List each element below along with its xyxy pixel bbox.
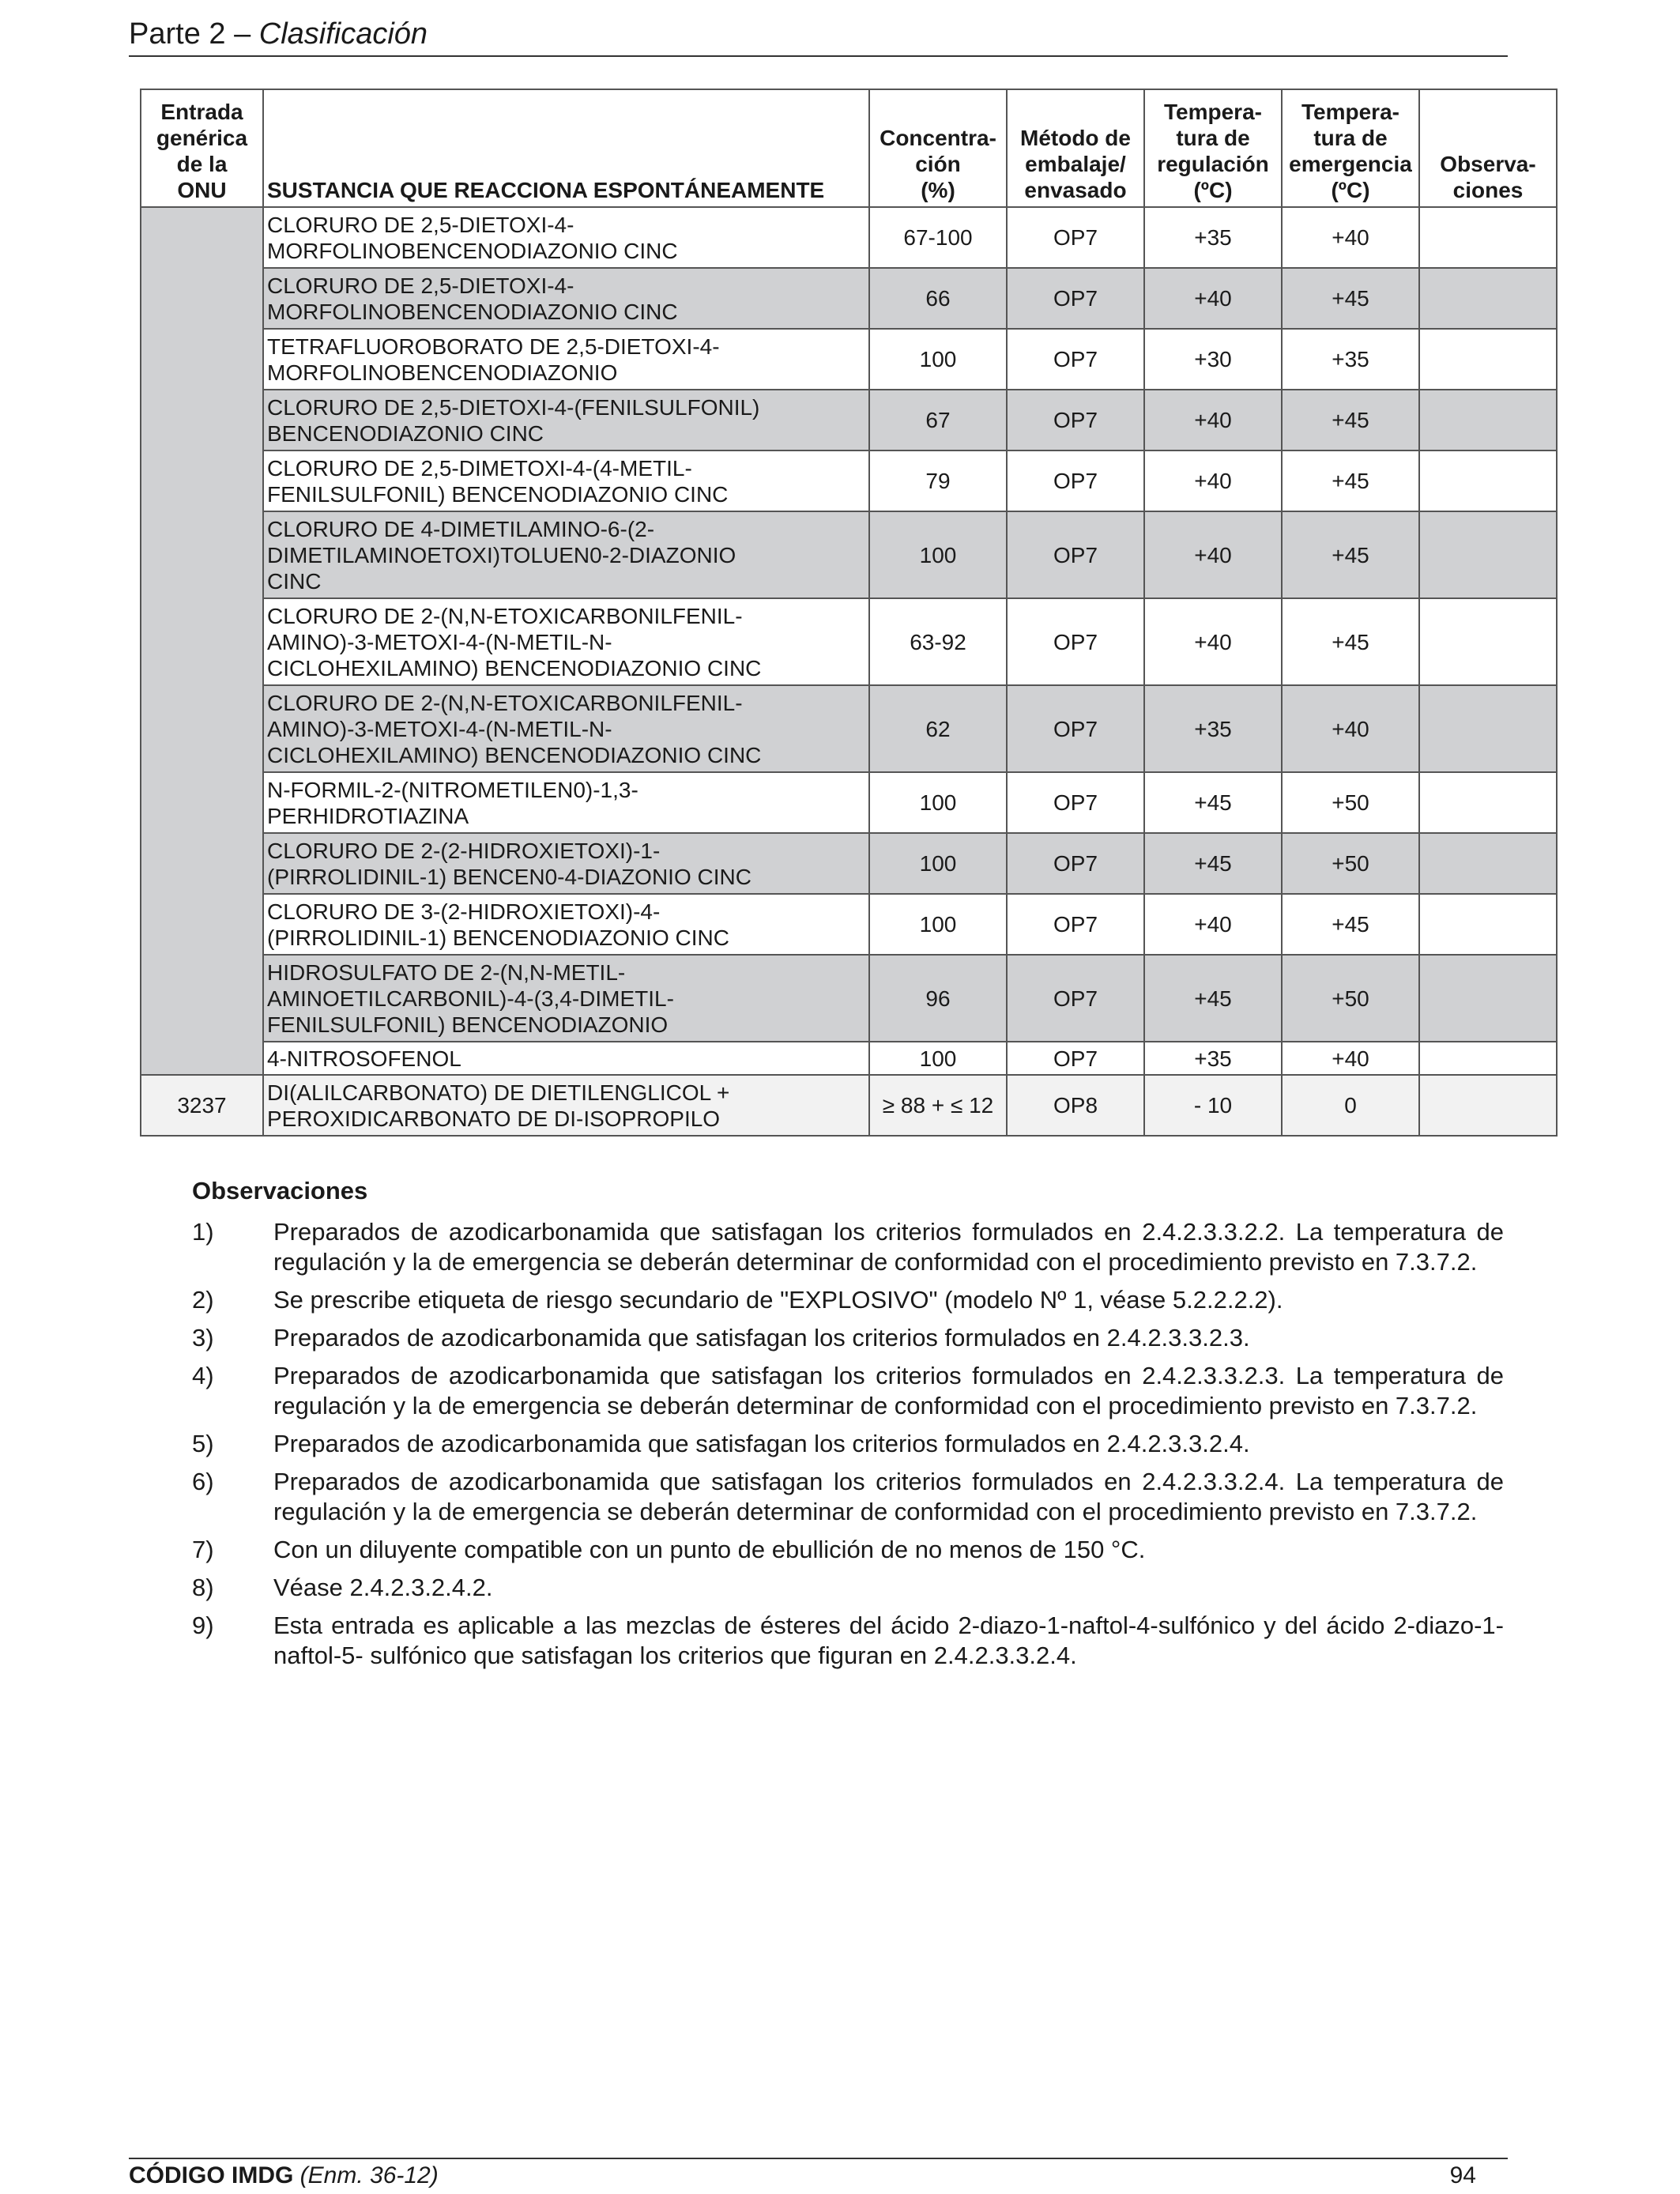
method-cell: OP7 (1007, 1042, 1144, 1075)
header-emergency-temp: Tempera- tura de emergencia (ºC) (1282, 89, 1419, 207)
observation-item (192, 1217, 1504, 1277)
observation-text: Véase 2.4.2.3.2.4.2. (273, 1574, 493, 1601)
observation-item (192, 1361, 1504, 1421)
observation-text: Esta entrada es aplicable a las mezclas de ésteres del ácido 2-diazo-1-naftol-4-sulfónico y del ácido 2-diazo-1-naftol-5- sulfónico que satisfagan los criterios que figuran en 2.4.2.3.3.2.4. (273, 1612, 1504, 1669)
observations-cell (1419, 1075, 1557, 1136)
concentration-cell: 67-100 (869, 207, 1007, 268)
emergency-temp-cell: +45 (1282, 390, 1419, 450)
emergency-temp-cell: +45 (1282, 268, 1419, 329)
control-temp-cell: +45 (1144, 955, 1282, 1042)
observations-cell (1419, 450, 1557, 511)
footer-rule (129, 2158, 1508, 2159)
table-row (141, 268, 1557, 329)
header-observations: Observa- ciones (1419, 89, 1557, 207)
concentration-cell: 96 (869, 955, 1007, 1042)
observation-number: 1) (192, 1218, 214, 1246)
substance-cell: 4-NITROSOFENOL (263, 1042, 869, 1075)
table-row (141, 772, 1557, 833)
observation-text: Preparados de azodicarbonamida que satisfagan los criterios formulados en 2.4.2.3.3.2.3. La temperatura de regulación y la de emergencia se deberán determinar de conformidad con el procedimiento previsto en 7.3.7.2. (273, 1362, 1504, 1419)
observation-item (192, 1573, 1504, 1603)
substance-cell: N-FORMIL-2-(NITROMETILEN0)-1,3- PERHIDROTIAZINA (263, 772, 869, 833)
table-row (141, 1075, 1557, 1136)
observations-list (192, 1217, 1504, 1671)
method-cell: OP7 (1007, 268, 1144, 329)
substance-cell: CLORURO DE 2,5-DIETOXI-4- MORFOLINOBENCENODIAZONIO CINC (263, 207, 869, 268)
observation-number: 2) (192, 1286, 214, 1314)
onu-cell: 3237 (141, 1075, 263, 1136)
observations-cell (1419, 268, 1557, 329)
control-temp-cell: +45 (1144, 772, 1282, 833)
observations-cell (1419, 772, 1557, 833)
observations-title: Observaciones (192, 1177, 368, 1204)
substance-cell: CLORURO DE 2-(N,N-ETOXICARBONILFENIL- AMINO)-3-METOXI-4-(N-METIL-N- CICLOHEXILAMINO) BENCENODIAZONIO CINC (263, 598, 869, 685)
emergency-temp-cell: +45 (1282, 511, 1419, 598)
observation-text: Preparados de azodicarbonamida que satisfagan los criterios formulados en 2.4.2.3.3.2.4. La temperatura de regulación y la de emergencia se deberán determinar de conformidad con el procedimiento previsto en 7.3.7.2. (273, 1468, 1504, 1525)
method-cell: OP7 (1007, 511, 1144, 598)
observation-item (192, 1467, 1504, 1527)
control-temp-cell: +40 (1144, 894, 1282, 955)
method-cell: OP7 (1007, 955, 1144, 1042)
concentration-cell: 62 (869, 685, 1007, 772)
header-part: Parte 2 – (129, 17, 259, 51)
observations-cell (1419, 598, 1557, 685)
control-temp-cell: +35 (1144, 685, 1282, 772)
observations-cell (1419, 511, 1557, 598)
footer-code: CÓDIGO IMDG (129, 2162, 300, 2188)
control-temp-cell: +40 (1144, 511, 1282, 598)
footer-amendment: (Enm. 36-12) (299, 2162, 439, 2188)
table-row (141, 598, 1557, 685)
table-row (141, 685, 1557, 772)
method-cell: OP7 (1007, 894, 1144, 955)
page-number: 94 (1449, 2162, 1476, 2188)
emergency-temp-cell: +40 (1282, 1042, 1419, 1075)
observations-section (192, 1176, 1504, 1679)
control-temp-cell: +40 (1144, 450, 1282, 511)
concentration-cell: 66 (869, 268, 1007, 329)
substance-cell: CLORURO DE 4-DIMETILAMINO-6-(2- DIMETILAMINOETOXI)TOLUEN0-2-DIAZONIO CINC (263, 511, 869, 598)
page-footer (129, 2161, 1508, 2191)
table-header-row (141, 89, 1557, 207)
observation-item (192, 1429, 1504, 1459)
observations-cell (1419, 1042, 1557, 1075)
substances-table (140, 89, 1558, 1137)
method-cell: OP7 (1007, 685, 1144, 772)
substance-cell: TETRAFLUOROBORATO DE 2,5-DIETOXI-4- MORFOLINOBENCENODIAZONIO (263, 329, 869, 390)
control-temp-cell: +40 (1144, 390, 1282, 450)
header-rule (129, 55, 1508, 57)
table-row (141, 207, 1557, 268)
observation-item (192, 1285, 1504, 1315)
substance-cell: CLORURO DE 2-(2-HIDROXIETOXI)-1- (PIRROLIDINIL-1) BENCEN0-4-DIAZONIO CINC (263, 833, 869, 894)
emergency-temp-cell: +50 (1282, 955, 1419, 1042)
substance-cell: HIDROSULFATO DE 2-(N,N-METIL- AMINOETILCARBONIL)-4-(3,4-DIMETIL- FENILSULFONIL) BENCENODIAZONIO (263, 955, 869, 1042)
emergency-temp-cell: +50 (1282, 833, 1419, 894)
observation-number: 9) (192, 1612, 214, 1639)
method-cell: OP8 (1007, 1075, 1144, 1136)
substance-cell: DI(ALILCARBONATO) DE DIETILENGLICOL + PEROXIDICARBONATO DE DI-ISOPROPILO (263, 1075, 869, 1136)
observation-item (192, 1323, 1504, 1353)
observations-cell (1419, 207, 1557, 268)
table-row (141, 955, 1557, 1042)
control-temp-cell: +35 (1144, 1042, 1282, 1075)
emergency-temp-cell: +50 (1282, 772, 1419, 833)
observation-item (192, 1611, 1504, 1671)
method-cell: OP7 (1007, 390, 1144, 450)
concentration-cell: 100 (869, 772, 1007, 833)
method-cell: OP7 (1007, 598, 1144, 685)
observations-cell (1419, 894, 1557, 955)
observation-text: Preparados de azodicarbonamida que satisfagan los criterios formulados en 2.4.2.3.3.2.3. (273, 1324, 1250, 1351)
observation-number: 3) (192, 1324, 214, 1351)
substance-cell: CLORURO DE 2,5-DIETOXI-4-(FENILSULFONIL) BENCENODIAZONIO CINC (263, 390, 869, 450)
table-row (141, 329, 1557, 390)
method-cell: OP7 (1007, 207, 1144, 268)
concentration-cell: 100 (869, 329, 1007, 390)
substance-cell: CLORURO DE 2-(N,N-ETOXICARBONILFENIL- AMINO)-3-METOXI-4-(N-METIL-N- CICLOHEXILAMINO) BENCENODIAZONIO CINC (263, 685, 869, 772)
concentration-cell: 63-92 (869, 598, 1007, 685)
observation-number: 8) (192, 1574, 214, 1601)
control-temp-cell: +40 (1144, 598, 1282, 685)
page-header (129, 14, 1508, 54)
concentration-cell: ≥ 88 + ≤ 12 (869, 1075, 1007, 1136)
observation-number: 5) (192, 1430, 214, 1457)
observations-cell (1419, 390, 1557, 450)
concentration-cell: 100 (869, 511, 1007, 598)
observation-text: Con un diluyente compatible con un punto de ebullición de no menos de 150 °C. (273, 1536, 1146, 1563)
method-cell: OP7 (1007, 450, 1144, 511)
header-onu: Entrada genérica de la ONU (141, 89, 263, 207)
method-cell: OP7 (1007, 329, 1144, 390)
emergency-temp-cell: +35 (1282, 329, 1419, 390)
method-cell: OP7 (1007, 833, 1144, 894)
substance-cell: CLORURO DE 3-(2-HIDROXIETOXI)-4- (PIRROLIDINIL-1) BENCENODIAZONIO CINC (263, 894, 869, 955)
header-substance: SUSTANCIA QUE REACCIONA ESPONTÁNEAMENTE (263, 89, 869, 207)
observation-number: 7) (192, 1536, 214, 1563)
observations-cell (1419, 833, 1557, 894)
concentration-cell: 100 (869, 833, 1007, 894)
header-concentration: Concentra- ción (%) (869, 89, 1007, 207)
method-cell: OP7 (1007, 772, 1144, 833)
concentration-cell: 100 (869, 894, 1007, 955)
observation-item (192, 1535, 1504, 1565)
observations-cell (1419, 685, 1557, 772)
onu-cell (141, 207, 263, 1075)
substance-cell: CLORURO DE 2,5-DIMETOXI-4-(4-METIL- FENILSULFONIL) BENCENODIAZONIO CINC (263, 450, 869, 511)
observation-text: Se prescribe etiqueta de riesgo secundario de "EXPLOSIVO" (modelo Nº 1, véase 5.2.2.2.2). (273, 1286, 1283, 1314)
control-temp-cell: - 10 (1144, 1075, 1282, 1136)
header-method: Método de embalaje/ envasado (1007, 89, 1144, 207)
control-temp-cell: +45 (1144, 833, 1282, 894)
concentration-cell: 67 (869, 390, 1007, 450)
observation-number: 4) (192, 1362, 214, 1389)
table-row (141, 1042, 1557, 1075)
table-row (141, 511, 1557, 598)
emergency-temp-cell: +45 (1282, 450, 1419, 511)
concentration-cell: 79 (869, 450, 1007, 511)
header-section: Clasificación (258, 17, 428, 51)
concentration-cell: 100 (869, 1042, 1007, 1075)
control-temp-cell: +35 (1144, 207, 1282, 268)
emergency-temp-cell: +45 (1282, 894, 1419, 955)
substance-cell: CLORURO DE 2,5-DIETOXI-4- MORFOLINOBENCENODIAZONIO CINC (263, 268, 869, 329)
emergency-temp-cell: +40 (1282, 685, 1419, 772)
control-temp-cell: +30 (1144, 329, 1282, 390)
control-temp-cell: +40 (1144, 268, 1282, 329)
table-row (141, 894, 1557, 955)
table-row (141, 450, 1557, 511)
table-row (141, 390, 1557, 450)
observations-cell (1419, 329, 1557, 390)
emergency-temp-cell: +45 (1282, 598, 1419, 685)
emergency-temp-cell: +40 (1282, 207, 1419, 268)
header-control-temp: Tempera- tura de regulación (ºC) (1144, 89, 1282, 207)
observation-number: 6) (192, 1468, 214, 1495)
observation-text: Preparados de azodicarbonamida que satisfagan los criterios formulados en 2.4.2.3.3.2.4. (273, 1430, 1250, 1457)
emergency-temp-cell: 0 (1282, 1075, 1419, 1136)
table-row (141, 833, 1557, 894)
observations-cell (1419, 955, 1557, 1042)
observation-text: Preparados de azodicarbonamida que satisfagan los criterios formulados en 2.4.2.3.3.2.2. La temperatura de regulación y la de emergencia se deberán determinar de conformidad con el procedimiento previsto en 7.3.7.2. (273, 1218, 1504, 1276)
